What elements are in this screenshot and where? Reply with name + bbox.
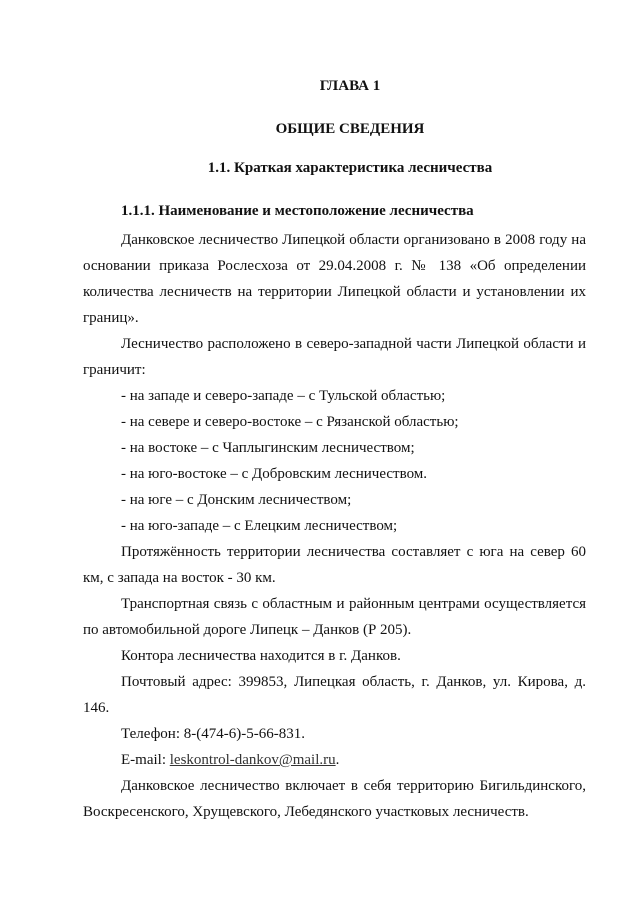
paragraph-transport: Транспортная связь с областным и районным центрами осуществляется по автомобильной дороге Липецк – Данков (Р 205). xyxy=(83,596,586,638)
chapter-heading: ГЛАВА 1 xyxy=(319,78,381,94)
paragraph-office: Контора лесничества находится в г. Данков. xyxy=(121,648,401,664)
email-end: . xyxy=(335,752,340,768)
border-item: - на юго-западе – с Елецким лесничеством; xyxy=(121,518,398,534)
paragraph-organization: Данковское лесничество Липецкой области организовано в 2008 году на основании приказа Рослесхоза от 29.04.2008 г. № 138 «Об определении количества лесничеств на территории Липецкой области и установлении их границ». xyxy=(83,232,586,326)
border-item: - на юго-востоке – с Добровским лесничеством. xyxy=(121,466,428,482)
email-label: E-mail: xyxy=(121,752,170,768)
border-item: - на севере и северо-востоке – с Рязанской областью; xyxy=(121,414,459,430)
subsubsection-heading: 1.1.1. Наименование и местоположение лесничества xyxy=(121,203,474,219)
paragraph-email xyxy=(83,747,586,773)
email-link[interactable]: leskontrol-dankov@mail.ru xyxy=(169,752,336,768)
paragraph-composition: Данковское лесничество включает в себя территорию Бигильдинского, Воскресенского, Хрущевского, Лебедянского участковых лесничеств. xyxy=(83,778,586,820)
paragraph-address: Почтовый адрес: 399853, Липецкая область, г. Данков, ул. Кирова, д. 146. xyxy=(83,674,586,716)
subsection-heading: 1.1. Краткая характеристика лесничества xyxy=(207,160,493,176)
paragraph-phone: Телефон: 8-(474-6)-5-66-831. xyxy=(121,726,305,742)
document-body xyxy=(83,227,586,825)
section-heading: ОБЩИЕ СВЕДЕНИЯ xyxy=(275,121,425,137)
paragraph-location: Лесничество расположено в северо-западной части Липецкой области и граничит: xyxy=(83,336,586,378)
border-item: - на юге – с Донским лесничеством; xyxy=(121,492,352,508)
border-item: - на востоке – с Чаплыгинским лесничеством; xyxy=(121,440,415,456)
paragraph-extent: Протяжённость территории лесничества составляет с юга на север 60 км, с запада на восток - 30 км. xyxy=(83,544,586,586)
border-item: - на западе и северо-западе – с Тульской областью; xyxy=(121,388,446,404)
